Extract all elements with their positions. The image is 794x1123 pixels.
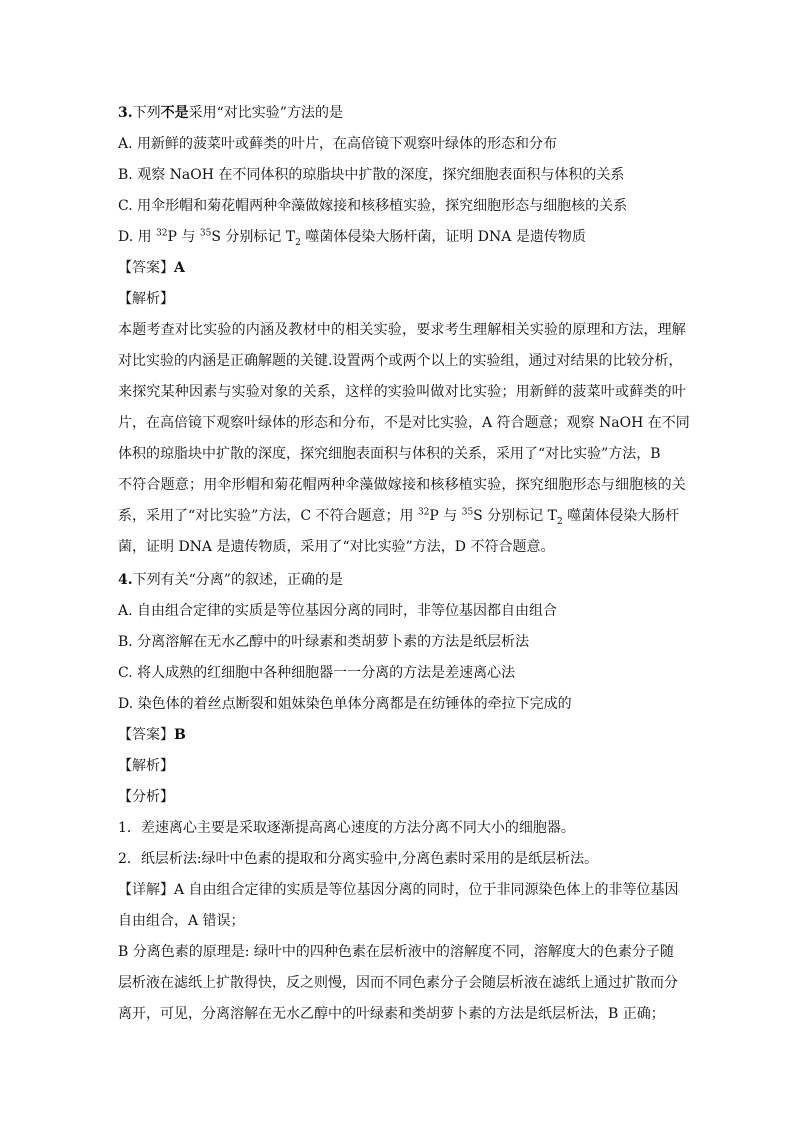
q3-paragraph-part: 系，采用了“对比实验”方法，C 不符合题意；用 <box>118 508 418 524</box>
q3-paragraph-part: 噬菌体侵染大肠杆 <box>562 508 680 524</box>
q4-option-b: B. 分离溶解在无水乙醇中的叶绿素和类胡萝卜素的方法是纸层析法 <box>118 634 530 650</box>
q3-analysis-label: 【解析】 <box>118 291 174 307</box>
q3-option-d-sup: 32 <box>156 228 168 239</box>
q3-stem-pre: 下列 <box>132 105 161 121</box>
q3-paragraph-line: 体积的琼脂块中扩散的深度，探究细胞表面积与体积的关系，采用了“对比实验”方法，B <box>118 446 661 462</box>
detail-label: 【详解】 <box>118 882 174 898</box>
q3-stem-post: 采用“对比实验”方法的是 <box>188 105 343 121</box>
q4-option-a: A. 自由组合定律的实质是等位基因分离的同时，非等位基因都自由组合 <box>118 603 558 619</box>
answer-label: 【答案】 <box>118 260 174 276</box>
q3-option-d-part: P 与 <box>167 229 200 245</box>
q3-option-d-sup: 35 <box>199 228 212 239</box>
q4-point: 1．差速离心主要是采取逐渐提高离心速度的方法分离不同大小的细胞器。 <box>118 820 575 836</box>
q3-paragraph-part: P 与 <box>429 508 462 524</box>
q3-option-c: C. 用伞形帽和菊花帽两种伞藻做嫁接和核移植实验，探究细胞形态与细胞核的关系 <box>118 198 628 214</box>
q4-option-c: C. 将人成熟的红细胞中各种细胞器一一分离的方法是差速离心法 <box>118 665 516 681</box>
q4-analysis-label: 【解析】 <box>118 758 174 774</box>
q4-fenxi-label: 【分析】 <box>118 789 174 805</box>
q3-paragraph-part: S 分别标记 T <box>473 508 558 524</box>
q3-paragraph-line: 来探究某种因素与实验对象的关系，这样的实验叫做对比实验；用新鲜的菠菜叶或藓类的叶 <box>118 384 686 400</box>
q3-paragraph-line: 菌，证明 DNA 是遗传物质，采用了“对比实验”方法，D 不符合题意。 <box>118 539 555 555</box>
q4-detail-line: 层析液在滤纸上扩散得快，反之则慢，因而不同色素分子会随层析液在滤纸上通过扩散而分 <box>118 975 678 991</box>
q4-detail-line: 自由组合，A 错误； <box>118 913 245 929</box>
q3-stem <box>118 103 343 123</box>
q4-answer <box>118 725 186 745</box>
q3-paragraph-line: 不符合题意；用伞形帽和菊花帽两种伞藻做嫁接和核移植实验，探究细胞形态与细胞核的关 <box>118 477 686 493</box>
q4-point: 2．纸层析法:绿叶中色素的提取和分离实验中,分离色素时采用的是纸层析法。 <box>118 851 599 867</box>
q3-paragraph-sub: 2 <box>557 516 563 527</box>
q4-stem-text: 下列有关“分离”的叙述，正确的是 <box>132 572 343 588</box>
q3-paragraph-line <box>118 506 679 526</box>
q3-paragraph-sup: 32 <box>417 507 430 518</box>
q3-option-a: A. 用新鲜的菠菜叶或藓类的叶片，在高倍镜下观察叶绿体的形态和分布 <box>118 136 558 152</box>
q4-detail-line: 离开，可见，分离溶解在无水乙醇中的叶绿素和类胡萝卜素的方法是纸层析法，B 正确； <box>118 1006 665 1022</box>
q3-answer <box>118 258 185 278</box>
q4-detail-text: A 自由组合定律的实质是等位基因分离的同时，位于非同源染色体上的非等位基因 <box>174 882 679 898</box>
q3-paragraph-sup: 35 <box>461 507 474 518</box>
answer-value: B <box>174 727 186 743</box>
q4-option-d: D. 染色体的着丝点断裂和姐妹染色单体分离都是在纺锤体的牵拉下完成的 <box>118 696 572 712</box>
q3-paragraph-line: 对比实验的内涵是正确解题的关键.设置两个或两个以上的实验组，通过对结果的比较分析， <box>118 353 683 369</box>
q3-option-b: B. 观察 NaOH 在不同体积的琼脂块中扩散的深度，探究细胞表面积与体积的关系 <box>118 167 625 183</box>
q3-option-d-sub: 2 <box>295 237 301 248</box>
q3-paragraph-line: 片，在高倍镜下观察叶绿体的形态和分布，不是对比实验，A 符合题意；观察 NaOH 在不同 <box>118 415 690 431</box>
q3-option-d-part: D. 用 <box>118 229 157 245</box>
q3-option-d <box>118 227 586 247</box>
q4-number: 4. <box>118 572 133 588</box>
answer-label: 【答案】 <box>118 727 174 743</box>
answer-value: A <box>174 260 185 276</box>
q4-stem <box>118 570 343 590</box>
q3-number: 3. <box>118 105 133 121</box>
q3-stem-emphasis: 不是 <box>160 105 189 121</box>
q4-detail-line: B 分离色素的原理是: 绿叶中的四种色素在层析液中的溶解度不同，溶解度大的色素分子随 <box>118 944 674 960</box>
q3-option-d-part: 噬菌体侵染大肠杆菌，证明 DNA 是遗传物质 <box>300 229 586 245</box>
q4-detail-line <box>118 880 679 900</box>
q3-option-d-part: S 分别标记 T <box>211 229 296 245</box>
q3-paragraph-line: 本题考查对比实验的内涵及教材中的相关实验，要求考生理解相关实验的原理和方法，理解 <box>118 322 686 338</box>
